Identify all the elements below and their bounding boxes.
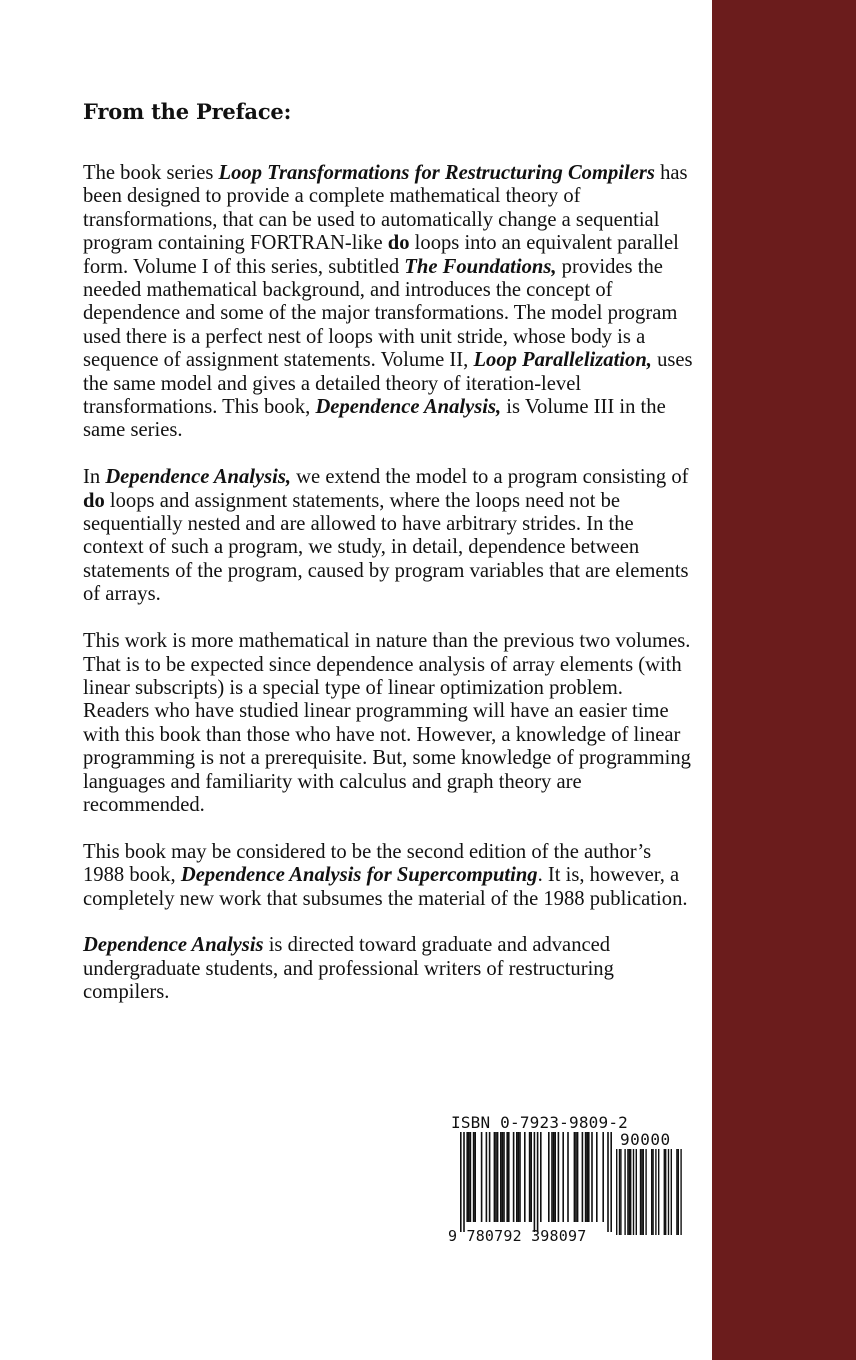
preface-heading: From the Preface:: [83, 99, 292, 124]
preface-paragraph-2: [83, 466, 693, 606]
barcode-bar: [619, 1149, 620, 1235]
barcode-bar: [486, 1132, 488, 1222]
barcode-bar: [596, 1132, 598, 1222]
preface-paragraph-3: [83, 630, 693, 817]
barcode-bar: [503, 1132, 505, 1222]
barcode-bar: [554, 1132, 556, 1222]
barcode-bar: [607, 1132, 609, 1232]
barcode-bar: [640, 1149, 641, 1235]
barcode-bar: [460, 1132, 462, 1232]
emphasized-title: Dependence Analysis for Supercomputing: [180, 864, 538, 887]
text-run: we extend the model to a program consisting of: [291, 466, 689, 489]
text-run: loops into an equivalent parallel form. Volume I of this series, subtitled: [83, 232, 679, 278]
barcode-bar: [534, 1132, 536, 1232]
barcode-bar: [651, 1149, 652, 1235]
barcode-bar: [652, 1149, 653, 1235]
barcode-bar: [513, 1132, 515, 1222]
barcode-bar: [630, 1149, 631, 1235]
barcode-bar: [643, 1149, 644, 1235]
back-cover-text: [83, 98, 693, 1028]
barcode-bar: [591, 1132, 593, 1222]
barcode-bar: [551, 1132, 553, 1222]
barcode-bar: [481, 1132, 483, 1222]
ean13-barcode-bars: [460, 1132, 612, 1232]
barcode-bar: [489, 1132, 491, 1222]
barcode-bar: [676, 1149, 677, 1235]
barcode-bar: [664, 1149, 665, 1235]
emphasized-title: Dependence Analysis,: [105, 466, 292, 489]
barcode-bar: [624, 1149, 625, 1235]
barcode-bar: [519, 1132, 521, 1222]
barcode-bar: [671, 1149, 672, 1235]
barcode-bar: [668, 1149, 669, 1235]
barcode-bar: [629, 1149, 630, 1235]
barcode-bar: [502, 1132, 504, 1222]
barcode-bar: [588, 1132, 590, 1222]
barcode-bar: [530, 1132, 532, 1222]
barcode-bar: [529, 1132, 531, 1222]
barcode-bar: [577, 1132, 579, 1222]
barcode-bar: [585, 1132, 587, 1222]
barcode-bar: [553, 1132, 555, 1222]
barcode-bar: [574, 1132, 576, 1222]
barcode-bar: [620, 1149, 621, 1235]
isbn-label: ISBN 0-7923-9809-2: [451, 1113, 628, 1132]
text-run: . It is, however, a completely new work that subsumes the material of the 1988 publication.: [83, 864, 688, 910]
emphasized-title: Loop Parallelization,: [473, 349, 652, 372]
barcode-bar: [508, 1132, 510, 1222]
text-run: uses the same model and gives a detailed theory of iteration-level transformations. This book,: [83, 349, 693, 419]
text-run: This book may be considered to be the second edition of the author’s 1988 book,: [83, 840, 652, 887]
barcode-bar: [641, 1149, 642, 1235]
barcode-bar: [633, 1149, 634, 1235]
barcode-bar: [616, 1149, 617, 1235]
emphasized-title: The Foundations,: [404, 255, 557, 278]
text-run: provides the needed mathematical background, and introduces the concept of dependence and some of the major transformations. The model program used there is a perfect nest of loops with unit stride, whose body is a sequence of assignment statements. Volume II,: [83, 255, 678, 372]
barcode-bar: [524, 1132, 526, 1222]
barcode-bar: [500, 1132, 502, 1222]
text-run: is directed toward graduate and advanced undergraduate students, and professional writers of restructuring compilers.: [83, 934, 614, 1004]
text-run: This work is more mathematical in nature than the previous two volumes. That is to be expected since dependence analysis of array elements (with linear subscripts) is a special type of linear optimization problem. Readers who have studied linear programming will have an easier time with this book than those who have not. However, a knowledge of linear programming is not a prerequisite. But, some knowledge of programming languages and familiarity with calculus and graph theory are recommended.: [83, 630, 691, 816]
barcode-bar: [540, 1132, 542, 1222]
keyword-text: do: [387, 232, 410, 255]
barcode-bar: [473, 1132, 475, 1222]
text-run: In: [83, 466, 106, 489]
barcode-bar: [516, 1132, 518, 1222]
barcode-bar: [474, 1132, 476, 1222]
barcode-bar: [655, 1149, 656, 1235]
barcode-bar: [506, 1132, 508, 1222]
text-run: is Volume III in the same series.: [83, 396, 666, 442]
barcode-bar: [610, 1132, 612, 1232]
barcode-bar: [665, 1149, 666, 1235]
barcode-bar: [680, 1149, 681, 1235]
barcode-bar: [636, 1149, 637, 1235]
emphasized-title: Loop Transformations for Restructuring Compilers: [218, 162, 655, 184]
barcode-bar: [463, 1132, 465, 1232]
barcode-bar: [602, 1132, 604, 1222]
book-spine-band: [712, 0, 856, 1360]
barcode-bar: [645, 1149, 646, 1235]
barcode-bar: [537, 1132, 539, 1232]
barcode-bar: [586, 1132, 588, 1222]
preface-paragraph-1: [83, 162, 693, 443]
emphasized-title: Dependence Analysis: [83, 934, 264, 957]
barcode-bar: [548, 1132, 550, 1222]
barcode-bar: [495, 1132, 497, 1222]
preface-paragraph-4: [83, 841, 693, 911]
barcode-bar: [627, 1149, 628, 1235]
barcode-bar: [567, 1132, 569, 1222]
barcode-bar: [562, 1132, 564, 1222]
text-run: loops and assignment statements, where the loops need not be sequentially nested and are allowed to have arbitrary strides. In the context of such a program, we study, in detail, dependence between statements of the program, caused by program variables that are elements of arrays.: [83, 489, 689, 606]
barcode-bar: [575, 1132, 577, 1222]
keyword-text: do: [83, 489, 105, 512]
barcode-bar: [466, 1132, 468, 1222]
isbn-barcode: [448, 1113, 693, 1248]
barcode-bar: [497, 1132, 499, 1222]
barcode-bar: [494, 1132, 496, 1222]
barcode-bar: [558, 1132, 560, 1222]
barcode-addon-digits: 90000: [620, 1130, 671, 1149]
preface-paragraph-5: [83, 934, 693, 1004]
barcode-bar: [678, 1149, 679, 1235]
text-run: The book series: [83, 162, 219, 184]
text-run: has been designed to provide a complete mathematical theory of transformations, that can be used to automatically change a sequential program containing FORTRAN-like: [83, 162, 688, 255]
barcode-bar: [658, 1149, 659, 1235]
barcode-bar: [518, 1132, 520, 1222]
barcode-ean-digits: 9 780792 398097: [448, 1227, 587, 1245]
barcode-bar: [470, 1132, 472, 1222]
addon-barcode-bars: [616, 1149, 688, 1235]
barcode-bar: [468, 1132, 470, 1222]
emphasized-title: Dependence Analysis,: [315, 396, 502, 419]
barcode-bar: [582, 1132, 584, 1222]
